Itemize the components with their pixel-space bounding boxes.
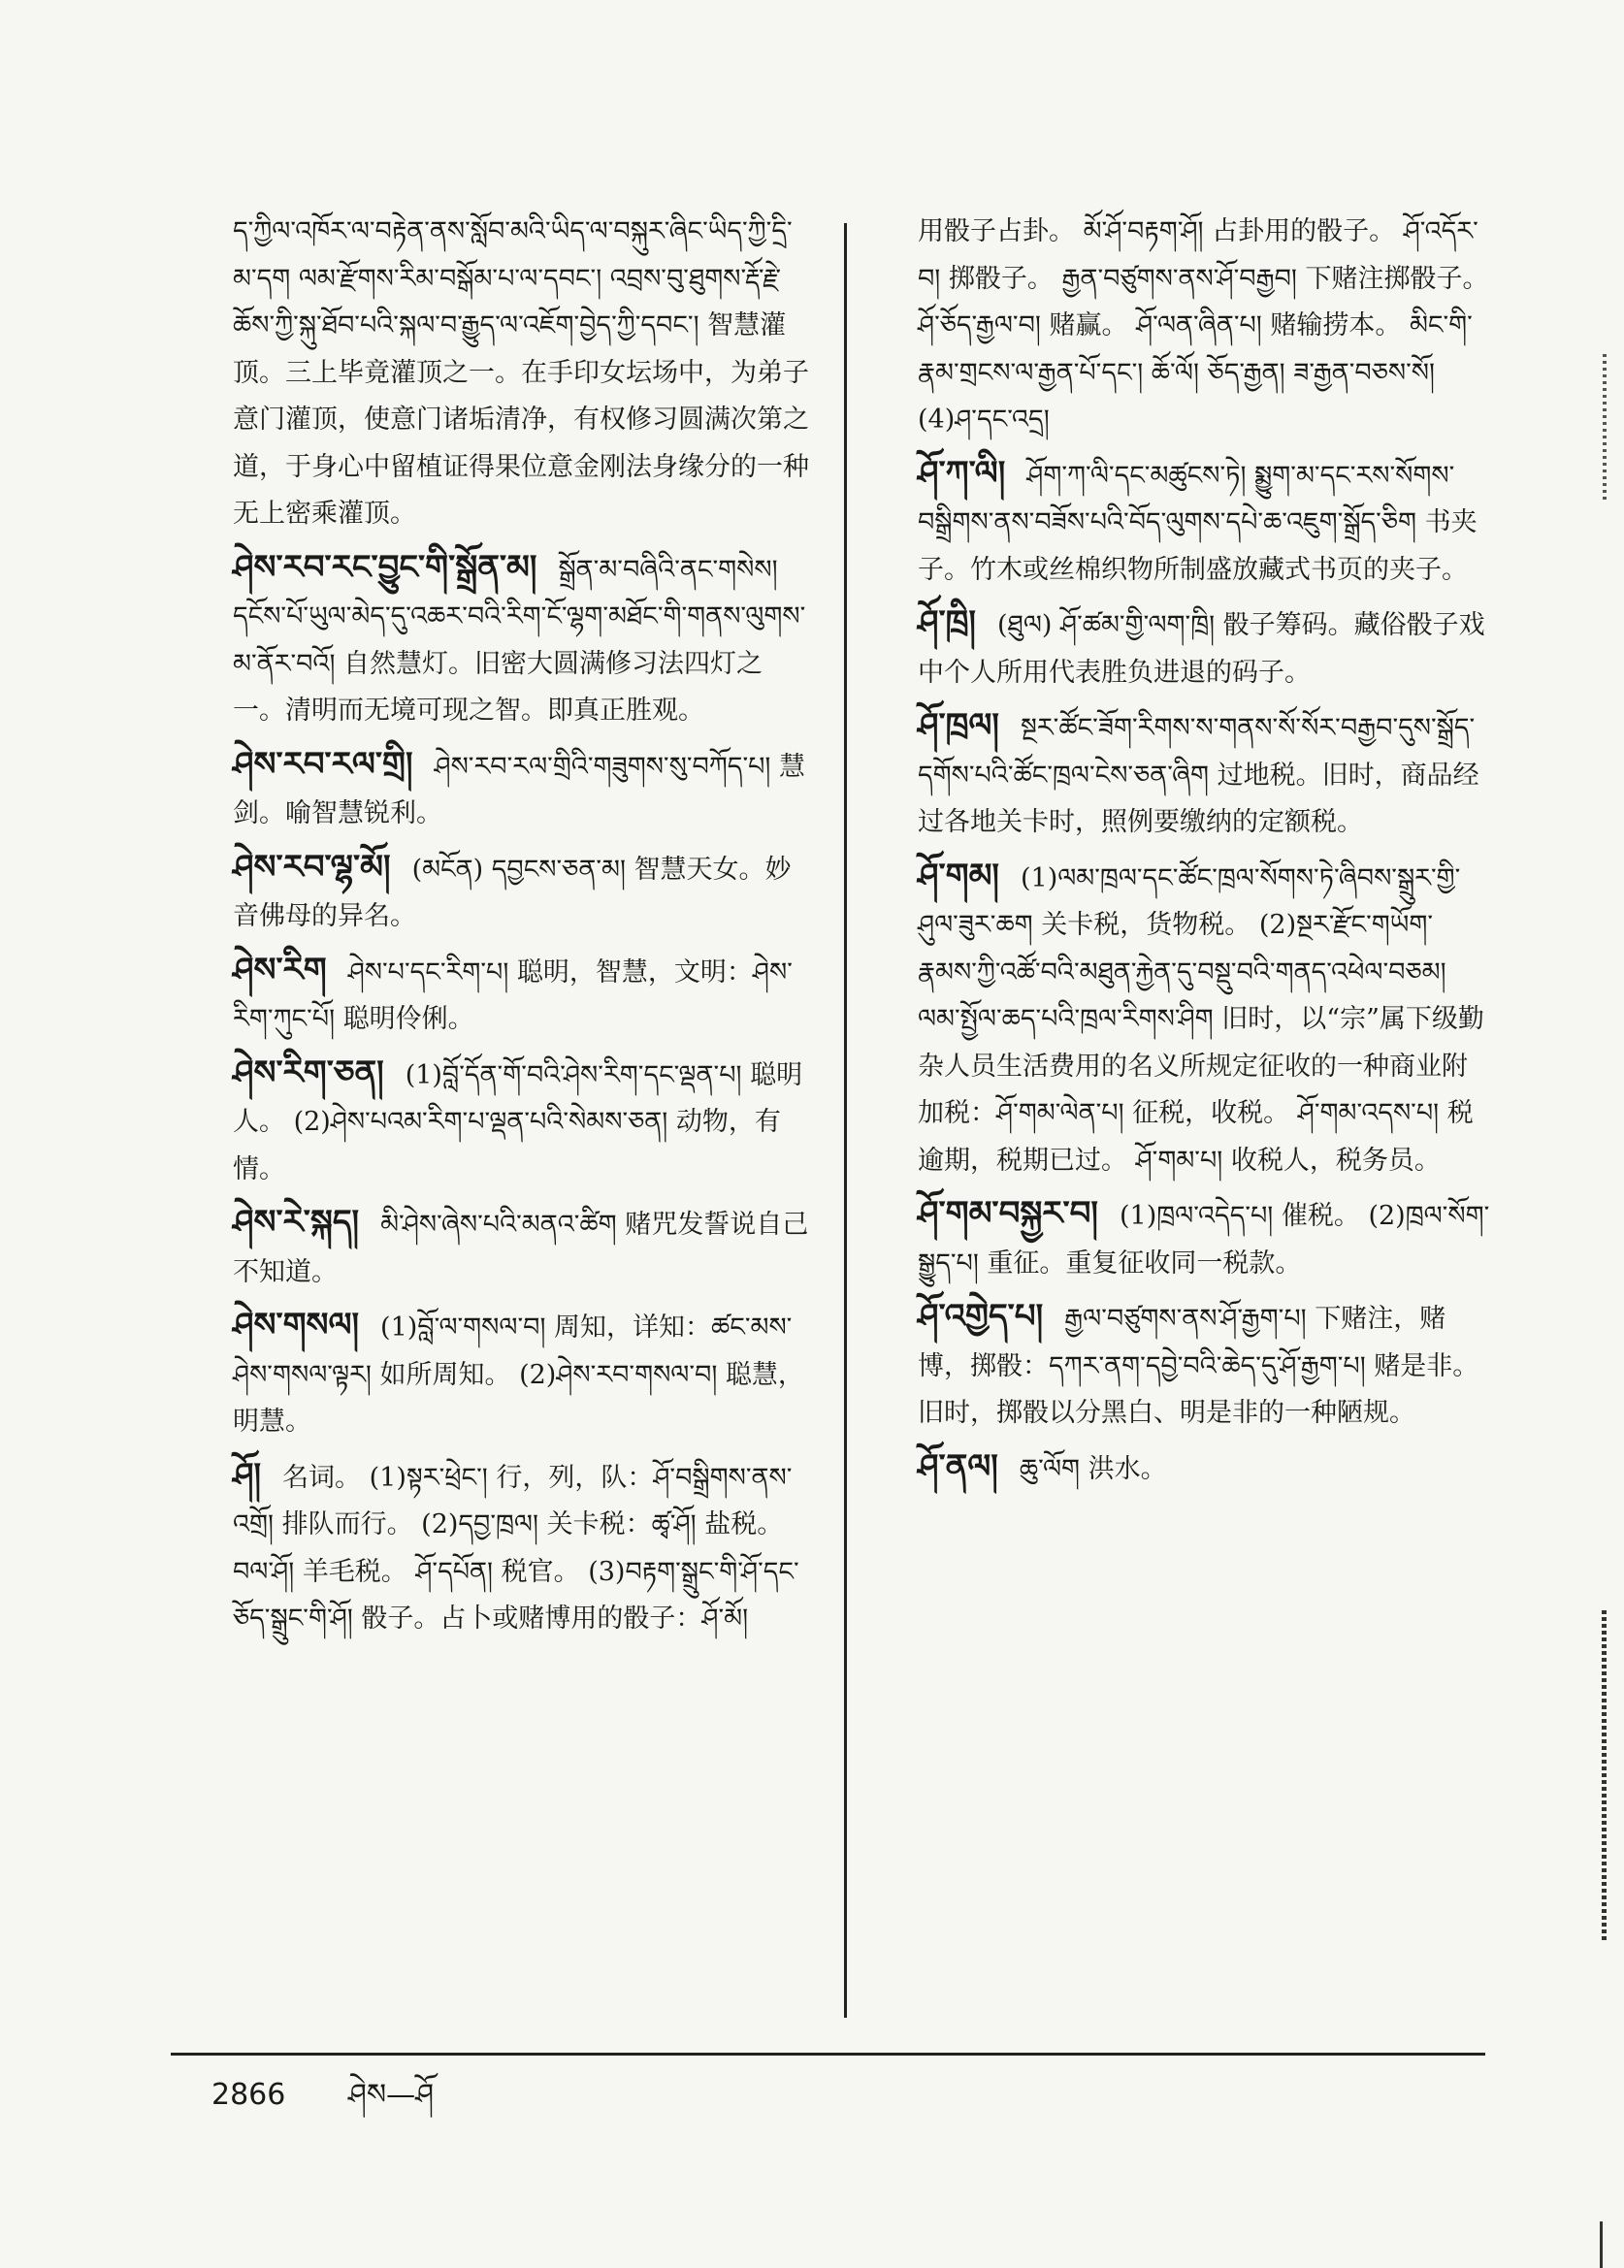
dictionary-entry [233, 947, 813, 1044]
entry-definition: (1)ཁྲལ་འདེད་པ། 催税。 (2)ཁྲལ་སོག་སྒྱུད་པ། 重征。重复征收同一税款。 [918, 1201, 1490, 1279]
entry-headword: ཤོ་ཁྲི། [918, 603, 976, 642]
entry-headword: ཤོ་ཀ་ལི། [918, 453, 1006, 493]
entry-definition: མི་ཤེས་ཞེས་པའི་མནའ་ཚིག 赌咒发誓说自己不知道。 [233, 1210, 809, 1287]
dictionary-entry [233, 209, 813, 538]
dictionary-entry [918, 1190, 1490, 1287]
entry-headword: ཤེས་རེ་སྐད། [233, 1203, 360, 1242]
entry-headword: ཤོ་ཁྲལ། [918, 706, 999, 745]
entry-headword: ཤེས་རིག [233, 950, 327, 989]
dictionary-entry [918, 209, 1490, 444]
column-divider [844, 223, 847, 2018]
entry-headword: ཤེས་གསལ། [233, 1306, 360, 1345]
scan-mark [1602, 1610, 1607, 1940]
dictionary-entry [233, 1050, 813, 1194]
dictionary-entry [233, 741, 813, 838]
page-range: ཤེས—ཤོ [347, 2078, 435, 2112]
entry-headword: ཤོ་གམ། [918, 856, 999, 895]
entry-headword: ཤོ་གམ་བསྐྱར་བ། [918, 1194, 1098, 1233]
entry-definition: ཤེས་རབ་རལ་གྲིའི་གཟུགས་སུ་བཀོད་པ། 慧剑。喻智慧锐利。 [233, 751, 805, 828]
entry-headword: ཤོ། [233, 1455, 262, 1495]
dictionary-entry [918, 1293, 1490, 1438]
dictionary-entry [918, 599, 1490, 697]
entry-definition: (1)ལམ་ཁྲལ་དང་ཚོང་ཁྲལ་སོགས་ཏེ་ཞིབས་སྒྲུར་གྱི་ཤུལ་ཟུར་ཆག 关卡税，货物税。 (2)སྔར་རྫོང་གཡོག་རྣམས་ཀྱི་འཚོ་བའི་མཐུན་རྐྱེན་དུ་བསྡུ་བའི་གནད་འཕེལ་བཅམ། ལམ་སྤྱོལ་ཆད་པའི་ཁྲལ་རིགས་ཤིག 旧时，以“宗”属下级勤杂人员生活费用的名义所规定征收的一种商业附加税：ཤོ་གམ་ལེན་པ། 征税，收税。 ཤོ་གམ་འདས་པ། 税逾期，税期已过。 ཤོ་གམ་པ། 收税人，税务员。 [918, 862, 1484, 1176]
entry-headword: ཤོ་ནལ། [918, 1446, 998, 1486]
entry-definition: སྒྲོན་མ་བཞིའི་ནང་གསེས། དངོས་པོ་ཡུལ་མེད་དུ་འཆར་བའི་རིག་ངོ་ལྷག་མཐོང་གི་གནས་ལུགས་མ་ནོར་བའོ། 自然慧灯。旧密大圆满修习法四灯之一。清明而无境可现之智。即真正胜观。 [233, 554, 806, 726]
entry-headword: ཤོ་འགྱེད་པ། [918, 1297, 1044, 1336]
entry-headword: ཤེས་རབ་རང་བྱུང་གི་སྒྲོན་མ། [233, 547, 537, 587]
dictionary-entry [233, 1302, 813, 1446]
right-column [918, 209, 1490, 1499]
entry-definition: ཤེས་པ་དང་རིག་པ། 聪明，智慧，文明：ཤེས་རིག་ཀུང་པོ། 聪明伶俐。 [233, 956, 793, 1034]
dictionary-entry [918, 853, 1490, 1185]
dictionary-entry [233, 844, 813, 941]
scan-mark [1603, 354, 1607, 500]
dictionary-entry [233, 544, 813, 735]
dictionary-entry [918, 450, 1490, 595]
entry-definition: (1)བློ་ལ་གསལ་བ། 周知，详知：ཚང་མས་ཤེས་གསལ་ལྟར། 如所周知。 (2)ཤེས་རབ་གསལ་བ། 聪慧，明慧。 [233, 1312, 804, 1437]
entry-definition: (1)བློ་དོན་གོ་བའི་ཤེས་རིག་དང་ལྡན་པ། 聪明人。 (2)ཤེས་པའམ་རིག་པ་ལྡན་པའི་སེམས་ཅན། 动物，有情。 [233, 1059, 803, 1184]
scan-mark [1600, 2221, 1603, 2268]
page-number: 2866 [211, 2078, 286, 2112]
entry-definition: (ཐུལ) ཤོ་ཚམ་གྱི་ལག་ཁྲི། 骰子筹码。藏俗骰子戏中个人所用代表胜负进退的码子。 [918, 610, 1485, 688]
page-footer [211, 2062, 434, 2144]
dictionary-entry [918, 702, 1490, 847]
entry-headword: ཤེས་རབ་ལྷ་མོ། [233, 847, 391, 887]
entry-definition: ཆུ་ལོག 洪水。 [1019, 1453, 1167, 1484]
dictionary-entry [918, 1443, 1490, 1494]
entry-definition: ཤོག་ཀ་ལི་དང་མཚུངས་ཏེ། སྨྱུག་མ་དང་རས་སོགས་བསྒྲིགས་ནས་བཟོས་པའི་བོད་ལུགས་དཔེ་ཆ་འཇུག་སྒྲོད་ཅིག 书夹子。竹木或丝棉织物所制盛放藏式书页的夹子。 [918, 460, 1478, 585]
entry-definition: (མངོན) དབྱངས་ཅན་མ། 智慧天女。妙音佛母的异名。 [233, 854, 792, 931]
dictionary-entry [233, 1199, 813, 1296]
entry-definition: 名词。 (1)སྟར་ཕྲེང་། 行，列，队：ཤོ་བསྒྲིགས་ནས་འགྲོ། 排队而行。 (2)དབྱ་ཁྲལ། 关卡税：ཚྭ་ཤོ། 盐税。 བལ་ཤོ། 羊毛税。 ཤོ་དཔོན། 税官。 (3)བརྟག་སྒྲུང་གི་ཤོ་དང་ཅོད་སྒྲུང་གི་ཤོ། 骰子。占卜或赌博用的骰子：ཤོ་མོ། [233, 1462, 799, 1634]
footer-rule [171, 2053, 1485, 2056]
entry-headword: ཤེས་རིག་ཅན། [233, 1053, 384, 1092]
entry-headword: ཤེས་རབ་རལ་གྲི། [233, 744, 413, 784]
entry-definition: 用骰子占卦。 མོ་ཤོ་བརྟག་ཤོ། 占卦用的骰子。 ཤོ་འདོར་བ། 掷骰子。 རྒྱན་བཙུགས་ནས་ཤོ་བརྒྱབ། 下赌注掷骰子。 ཤོ་ཅོད་རྒྱལ་བ། 赌赢。 ཤོ་ལན་ཞིན་པ། 赌输捞本。 མིང་གི་རྣམ་གྲངས་ལ་རྒྱན་པོ་དང་། ཆོ་ལོ། ཅོད་རྒྱན། ཟ་རྒྱན་བཅས་སོ། (4)ཤ་དང་འདྲ། [918, 216, 1489, 435]
left-column [233, 209, 813, 1649]
entry-definition: སྔར་ཚོང་ཟོག་རིགས་ས་གནས་སོ་སོར་བརྒྱབ་དུས་སྒྲོད་དགོས་པའི་ཚོང་ཁྲལ་ངེས་ཅན་ཞིག 过地税。旧时，商品经过各地关卡时，照例要缴纳的定额税。 [918, 713, 1479, 837]
entry-definition: རྒྱལ་བཙུགས་ནས་ཤོ་རྒྱག་པ། 下赌注，赌博，掷骰：དཀར་ནག་དབྱེ་བའི་ཆེད་དུ་ཤོ་རྒྱག་པ། 赌是非。旧时，掷骰以分黑白、明是非的一种陋规。 [918, 1304, 1479, 1428]
entry-definition: ད་ཀྱིལ་འཁོར་ལ་བརྟེན་ནས་སློབ་མའི་ཡིད་ལ་བསྐུར་ཞིང་ཡིད་ཀྱི་དྲི་མ་དག ལམ་རྫོགས་རིམ་བསྒོམ་པ་ལ་དབང་། འབྲས་བུ་ཐུགས་རྡོ་རྗེ་ཆོས་ཀྱི་སྐུ་ཐོབ་པའི་སྐལ་བ་རྒྱུད་ལ་འཇོག་བྱེད་ཀྱི་དབང་། 智慧灌顶。三上毕竟灌顶之一。在手印女坛场中，为弟子意门灌顶，使意门诸垢清净，有权修习圆满次第之道，于身心中留植证得果位意金刚法身缘分的一种无上密乘灌顶。 [233, 216, 809, 529]
dictionary-entry [233, 1452, 813, 1643]
